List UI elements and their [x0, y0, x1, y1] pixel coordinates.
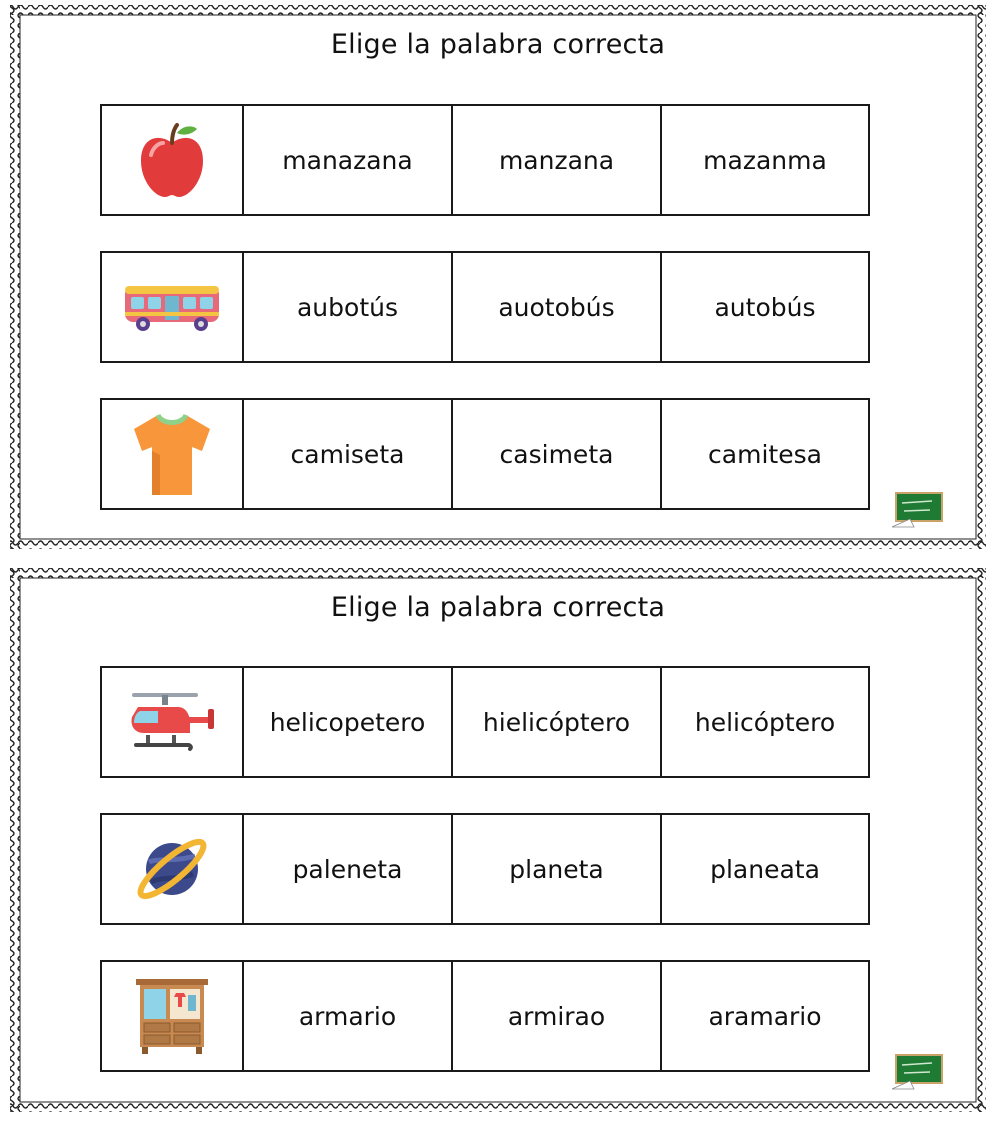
answer-option[interactable]: helicóptero [694, 707, 836, 737]
question-row [100, 251, 870, 363]
answer-option[interactable]: camiseta [244, 400, 453, 508]
answer-option[interactable]: manazana [244, 106, 453, 214]
apple-icon [102, 106, 244, 214]
worksheet-card-1 [8, 3, 988, 551]
answer-option[interactable]: auotobús [453, 253, 662, 361]
answer-option[interactable]: hielicóptero [453, 668, 662, 776]
answer-option[interactable]: planeata [710, 854, 820, 884]
card-title: Elige la palabra correcta [330, 592, 666, 623]
bus-icon [102, 253, 244, 361]
planet-icon [102, 815, 244, 923]
helicopter-icon [102, 668, 244, 776]
answer-option[interactable]: autobús [714, 292, 816, 322]
question-row [100, 398, 870, 510]
answer-option[interactable]: casimeta [453, 400, 662, 508]
answer-option[interactable]: aramario [708, 1001, 822, 1031]
question-row [100, 813, 870, 925]
chalkboard-logo-icon [892, 491, 944, 529]
answer-option[interactable]: armirao [453, 962, 662, 1070]
answer-option[interactable]: armario [244, 962, 453, 1070]
question-row [100, 666, 870, 778]
answer-option[interactable]: manzana [453, 106, 662, 214]
card-title: Elige la palabra correcta [330, 29, 666, 60]
answer-option[interactable]: helicopetero [244, 668, 453, 776]
answer-option[interactable]: planeta [453, 815, 662, 923]
answer-option[interactable]: paleneta [244, 815, 453, 923]
question-row [100, 960, 870, 1072]
question-row [100, 104, 870, 216]
chalkboard-logo-icon [892, 1053, 944, 1091]
worksheet-card-2 [8, 566, 988, 1114]
answer-option[interactable]: aubotús [244, 253, 453, 361]
answer-option[interactable]: mazanma [703, 145, 827, 175]
answer-option[interactable]: camitesa [708, 439, 822, 469]
tshirt-icon [102, 400, 244, 508]
wardrobe-icon [102, 962, 244, 1070]
